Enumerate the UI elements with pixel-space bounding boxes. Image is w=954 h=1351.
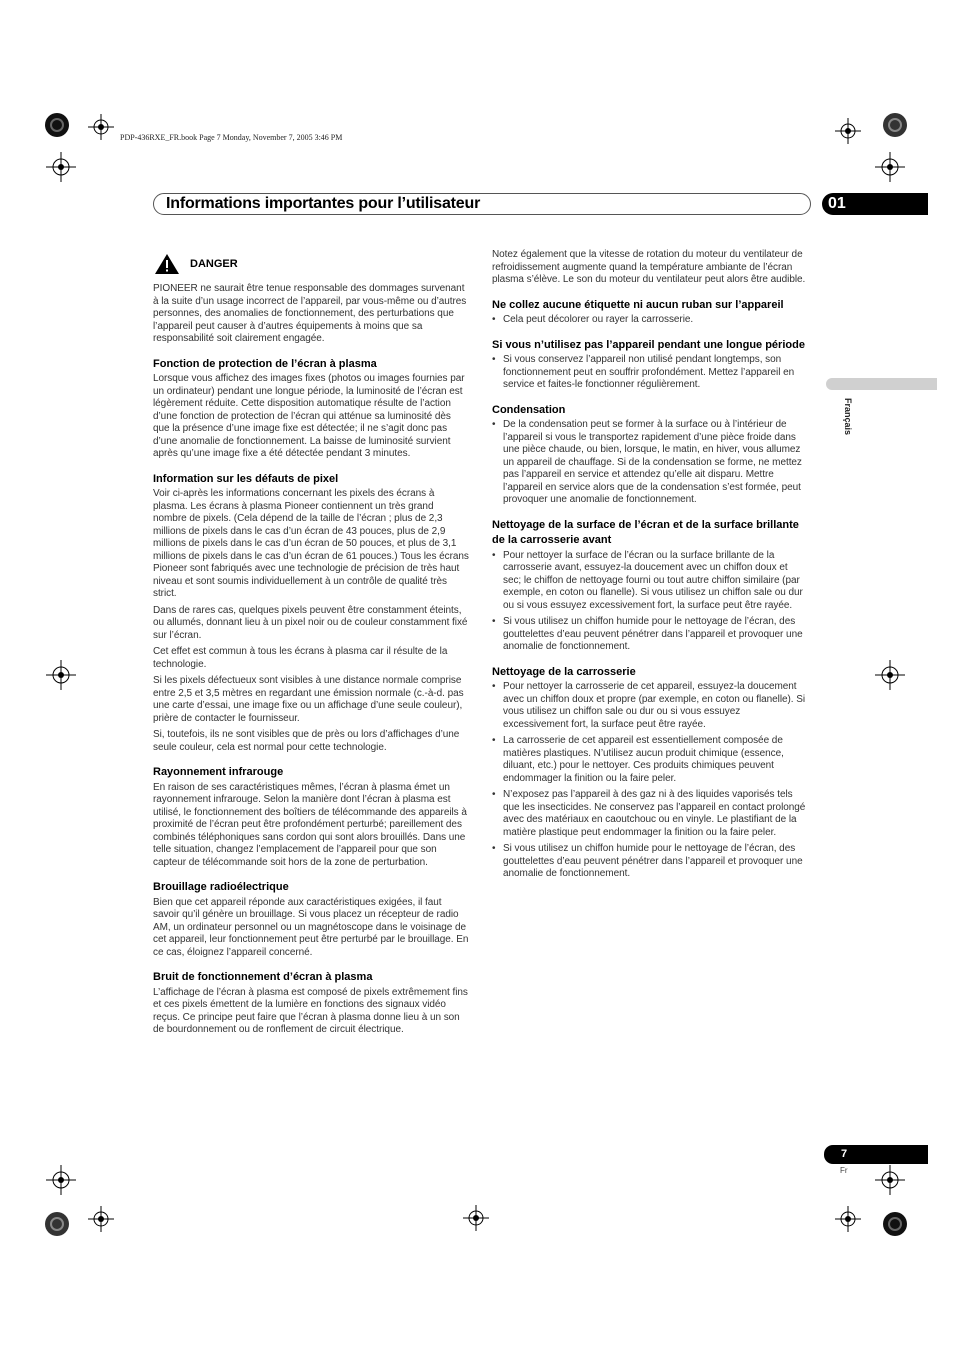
section-heading: Condensation [492, 403, 566, 416]
paragraph: Lorsque vous affichez des images fixes (photos ou images fournies par un ordinateur) pendant une longue période, la luminosité de l’écran est légèrement réduite. Cette disposition automatique résulte de l’action d’une fonction de protection de l’écran qui atténue sa luminosité dès que la présence d’une image fixe est détectée; il ne s’agit donc pas d’une anomalie de fonctionnement. La baisse de luminosité survient après qu’une image fixe a été détectée pendant 3 minutes. [153, 373, 465, 459]
language-label: Français [843, 398, 853, 436]
registration-mark-icon [44, 1211, 70, 1237]
crosshair-mark-icon [46, 152, 76, 182]
bullet-list [492, 550, 808, 654]
danger-heading [153, 253, 469, 277]
book-info: PDP-436RXE_FR.book Page 7 Monday, November 7, 2005 3:46 PM [120, 133, 343, 142]
bullet-list [492, 681, 808, 881]
section-heading: Brouillage radioélectrique [153, 881, 289, 893]
chapter-tab [822, 193, 928, 215]
section-heading: Ne collez aucune étiquette ni aucun ruban sur l’appareil [492, 298, 784, 311]
paragraph: Voir ci-après les informations concernant les pixels des écrans à plasma. Les écrans à plasma Pioneer contiennent un très grand nombre de pixels. (Cela dépend de la taille de l’écran ; plus de 2,3 millions de pixels dans le cas d’un écran de 43 pouces, plus de 2,9 millions de pixels dans le cas d’un écran de 50 pouces, et plus de 3,1 millions de pixels dans le cas d’un écran de 61 pouces.) Tous les écrans Pioneer sont fabriqués avec une technologie de précision de très haut niveau et sont soumis individuellement à un contrôle de qualité très strict. [153, 488, 469, 599]
crosshair-mark-icon [875, 660, 905, 690]
page-language-code: Fr [840, 1166, 848, 1175]
registration-mark-icon [882, 1211, 908, 1237]
paragraph: Si, toutefois, ils ne sont visibles que de près ou lors d’affichages d’une seule couleur, cela est normal pour cette technologie. [153, 729, 460, 753]
list-item: • Si vous conservez l’appareil non utilisé pendant longtemps, son fonctionnement peut en souffrir profondément. Mettez l’appareil en service et faites-le fonctionner régulièrement. [492, 354, 808, 392]
section-heading: Information sur les défauts de pixel [153, 472, 339, 485]
crosshair-mark-icon [88, 1206, 114, 1232]
chapter-number: 01 [828, 195, 846, 212]
paragraph: En raison de ses caractéristiques mêmes, l’écran à plasma émet un rayonnement infrarouge. Selon la manière dont l’écran à plasma est utilisé, le fonctionnement des boîtiers de télécommande des appareils à proximité de l’écran peut être profondément perturbé; pareillement des combinés téléphoniques sans cordon qui sont alors brouillés. Dans une telle situation, changez l’emplacement de l’appareil pour que son capteur de télécommande soit hors de la zone de perturbation. [153, 781, 467, 868]
right-column [492, 249, 808, 885]
language-tab [826, 378, 937, 390]
paragraph: L’affichage de l’écran à plasma est composé de pixels extrêmement fins et ces pixels émettent de la lumière en fonctions des signaux vidéo reçus. Ce principe peut faire que l’écran à plasma donne lieu à un son de bourdonnement ou de ronflement de circuit électrique. [153, 986, 468, 1035]
list-item: • La carrosserie de cet appareil est essentiellement composée de matières plastiques. N’utilisez aucun produit chimique (essence, diluant, etc.) pour le nettoyer. Ces produits chimiques peuvent endommager la finition ou la faire peler. [492, 735, 808, 785]
list-item: • Pour nettoyer la carrosserie de cet appareil, essuyez-la doucement avec un chiffon doux et propre (par exemple, en coton ou flanelle). Si vous utilisez un chiffon sale ou dur ou si vous essuyez excessivement fort, la surface peut être rayée. [492, 681, 808, 731]
danger-title: DANGER [190, 258, 238, 270]
page-number: 7 [841, 1148, 848, 1160]
section-heading: Si vous n’utilisez pas l’appareil pendant une longue période [492, 338, 805, 351]
section-heading: Nettoyage de la carrosserie [492, 665, 636, 678]
list-item: • Si vous utilisez un chiffon humide pour le nettoyage de l’écran, des gouttelettes d’eau peuvent pénétrer dans l’appareil et provoquer une anomalie de fonctionnement. [492, 843, 808, 881]
registration-mark-icon [44, 112, 70, 138]
page-header [153, 193, 811, 215]
list-item: • Cela peut décolorer ou rayer la carrosserie. [492, 314, 808, 327]
left-column [153, 253, 469, 1041]
paragraph: Si les pixels défectueux sont visibles à une distance normale comprise entre 2,5 et 3,5 mètres en regardant une émission normale (c.-à-d. pas une carte d’essai, une image fixe ou un affichage d’une seule couleur), prière de contacter le fournisseur. [153, 675, 464, 724]
list-item: • Si vous utilisez un chiffon humide pour le nettoyage de l’écran, des gouttelettes d’eau peuvent pénétrer dans l’appareil et provoquer une anomalie de fonctionnement. [492, 616, 808, 654]
bullet-list [492, 314, 808, 327]
page-number-tab [824, 1145, 928, 1164]
paragraph: Dans de rares cas, quelques pixels peuvent être constamment éteints, ou allumés, donnant lieu à un pixel noir ou de couleur constamment fixé sur l’écran. [153, 604, 468, 641]
crosshair-mark-icon [875, 1165, 905, 1195]
crosshair-mark-icon [835, 1206, 861, 1232]
paragraph: Cet effet est commun à tous les écrans à plasma car il résulte de la technologie. [153, 646, 448, 670]
crosshair-mark-icon [46, 660, 76, 690]
section-heading: Bruit de fonctionnement d’écran à plasma [153, 971, 373, 983]
registration-mark-icon [882, 112, 908, 138]
section-heading: Fonction de protection de l’écran à plasma [153, 357, 377, 370]
paragraph: Notez également que la vitesse de rotation du moteur du ventilateur de refroidissement augmente quand la température ambiante de l’écran plasma s’élève. Le son du moteur du ventilateur peut alors être audible. [492, 249, 806, 285]
list-item: • De la condensation peut se former à la surface ou à l’intérieur de l’appareil si vous le transportez rapidement d’une pièce froide dans une pièce chaude, ou bien, lorsque, le matin, en hiver, vous allumez un appareil de chauffage. Si de la condensation se forme, ne mettez pas l’appareil en service et attendez qu’elle ait disparu. Mettre l’appareil en service alors que de la condensation s’est formée, peut provoquer une anomalie de fonctionnement. [492, 419, 808, 507]
bullet-list [492, 419, 808, 507]
section-heading: Rayonnement infrarouge [153, 766, 284, 778]
crosshair-mark-icon [835, 118, 861, 144]
paragraph: Bien que cet appareil réponde aux caractéristiques exigées, il faut savoir qu’il génère un brouillage. Si vous placez un récepteur de radio AM, un ordinateur personnel ou un magnétoscope dans le voisinage de cet appareil, leur fonctionnement peut être perturbé par le brouillage. En ce cas, éloignez l’appareil concerné. [153, 896, 469, 958]
crosshair-mark-icon [875, 152, 905, 182]
list-item: • Pour nettoyer la surface de l’écran ou la surface brillante de la carrosserie avant, essuyez-la doucement avec un chiffon doux et sec; le chiffon de nettoyage fourni ou tout autre chiffon similaire (par exemple, en coton ou flanelle). Si vous utilisez un chiffon sale ou dur ou si vous essuyez excessivement fort, la surface peut être rayée. [492, 550, 808, 613]
crosshair-mark-icon [88, 114, 114, 140]
section-heading: Nettoyage de la surface de l’écran et de la surface brillante de la carrosserie avant [492, 518, 799, 546]
danger-text: PIONEER ne saurait être tenue responsable des dommages survenant à la suite d’un usage incorrect de l’appareil, par vous-même ou d’autres personnes, des anomalies de fonctionnement, des perturbations que l’appareil peut causer à d’autres équipements à moins que sa responsabilité soit clairement engagée. [153, 283, 467, 344]
warning-icon [154, 253, 180, 275]
crosshair-mark-icon [463, 1205, 489, 1231]
list-item: • N’exposez pas l’appareil à des gaz ni à des liquides vaporisés tels que les insecticides. Ne conservez pas l’appareil en contact prolongé avec des matériaux en caoutchouc ou en vinyle. Le plastifiant de la matière plastique peut endommager la finition ou la faire peler. [492, 789, 808, 839]
page-title: Informations importantes pour l’utilisateur [166, 195, 481, 212]
crosshair-mark-icon [46, 1165, 76, 1195]
bullet-list [492, 354, 808, 392]
